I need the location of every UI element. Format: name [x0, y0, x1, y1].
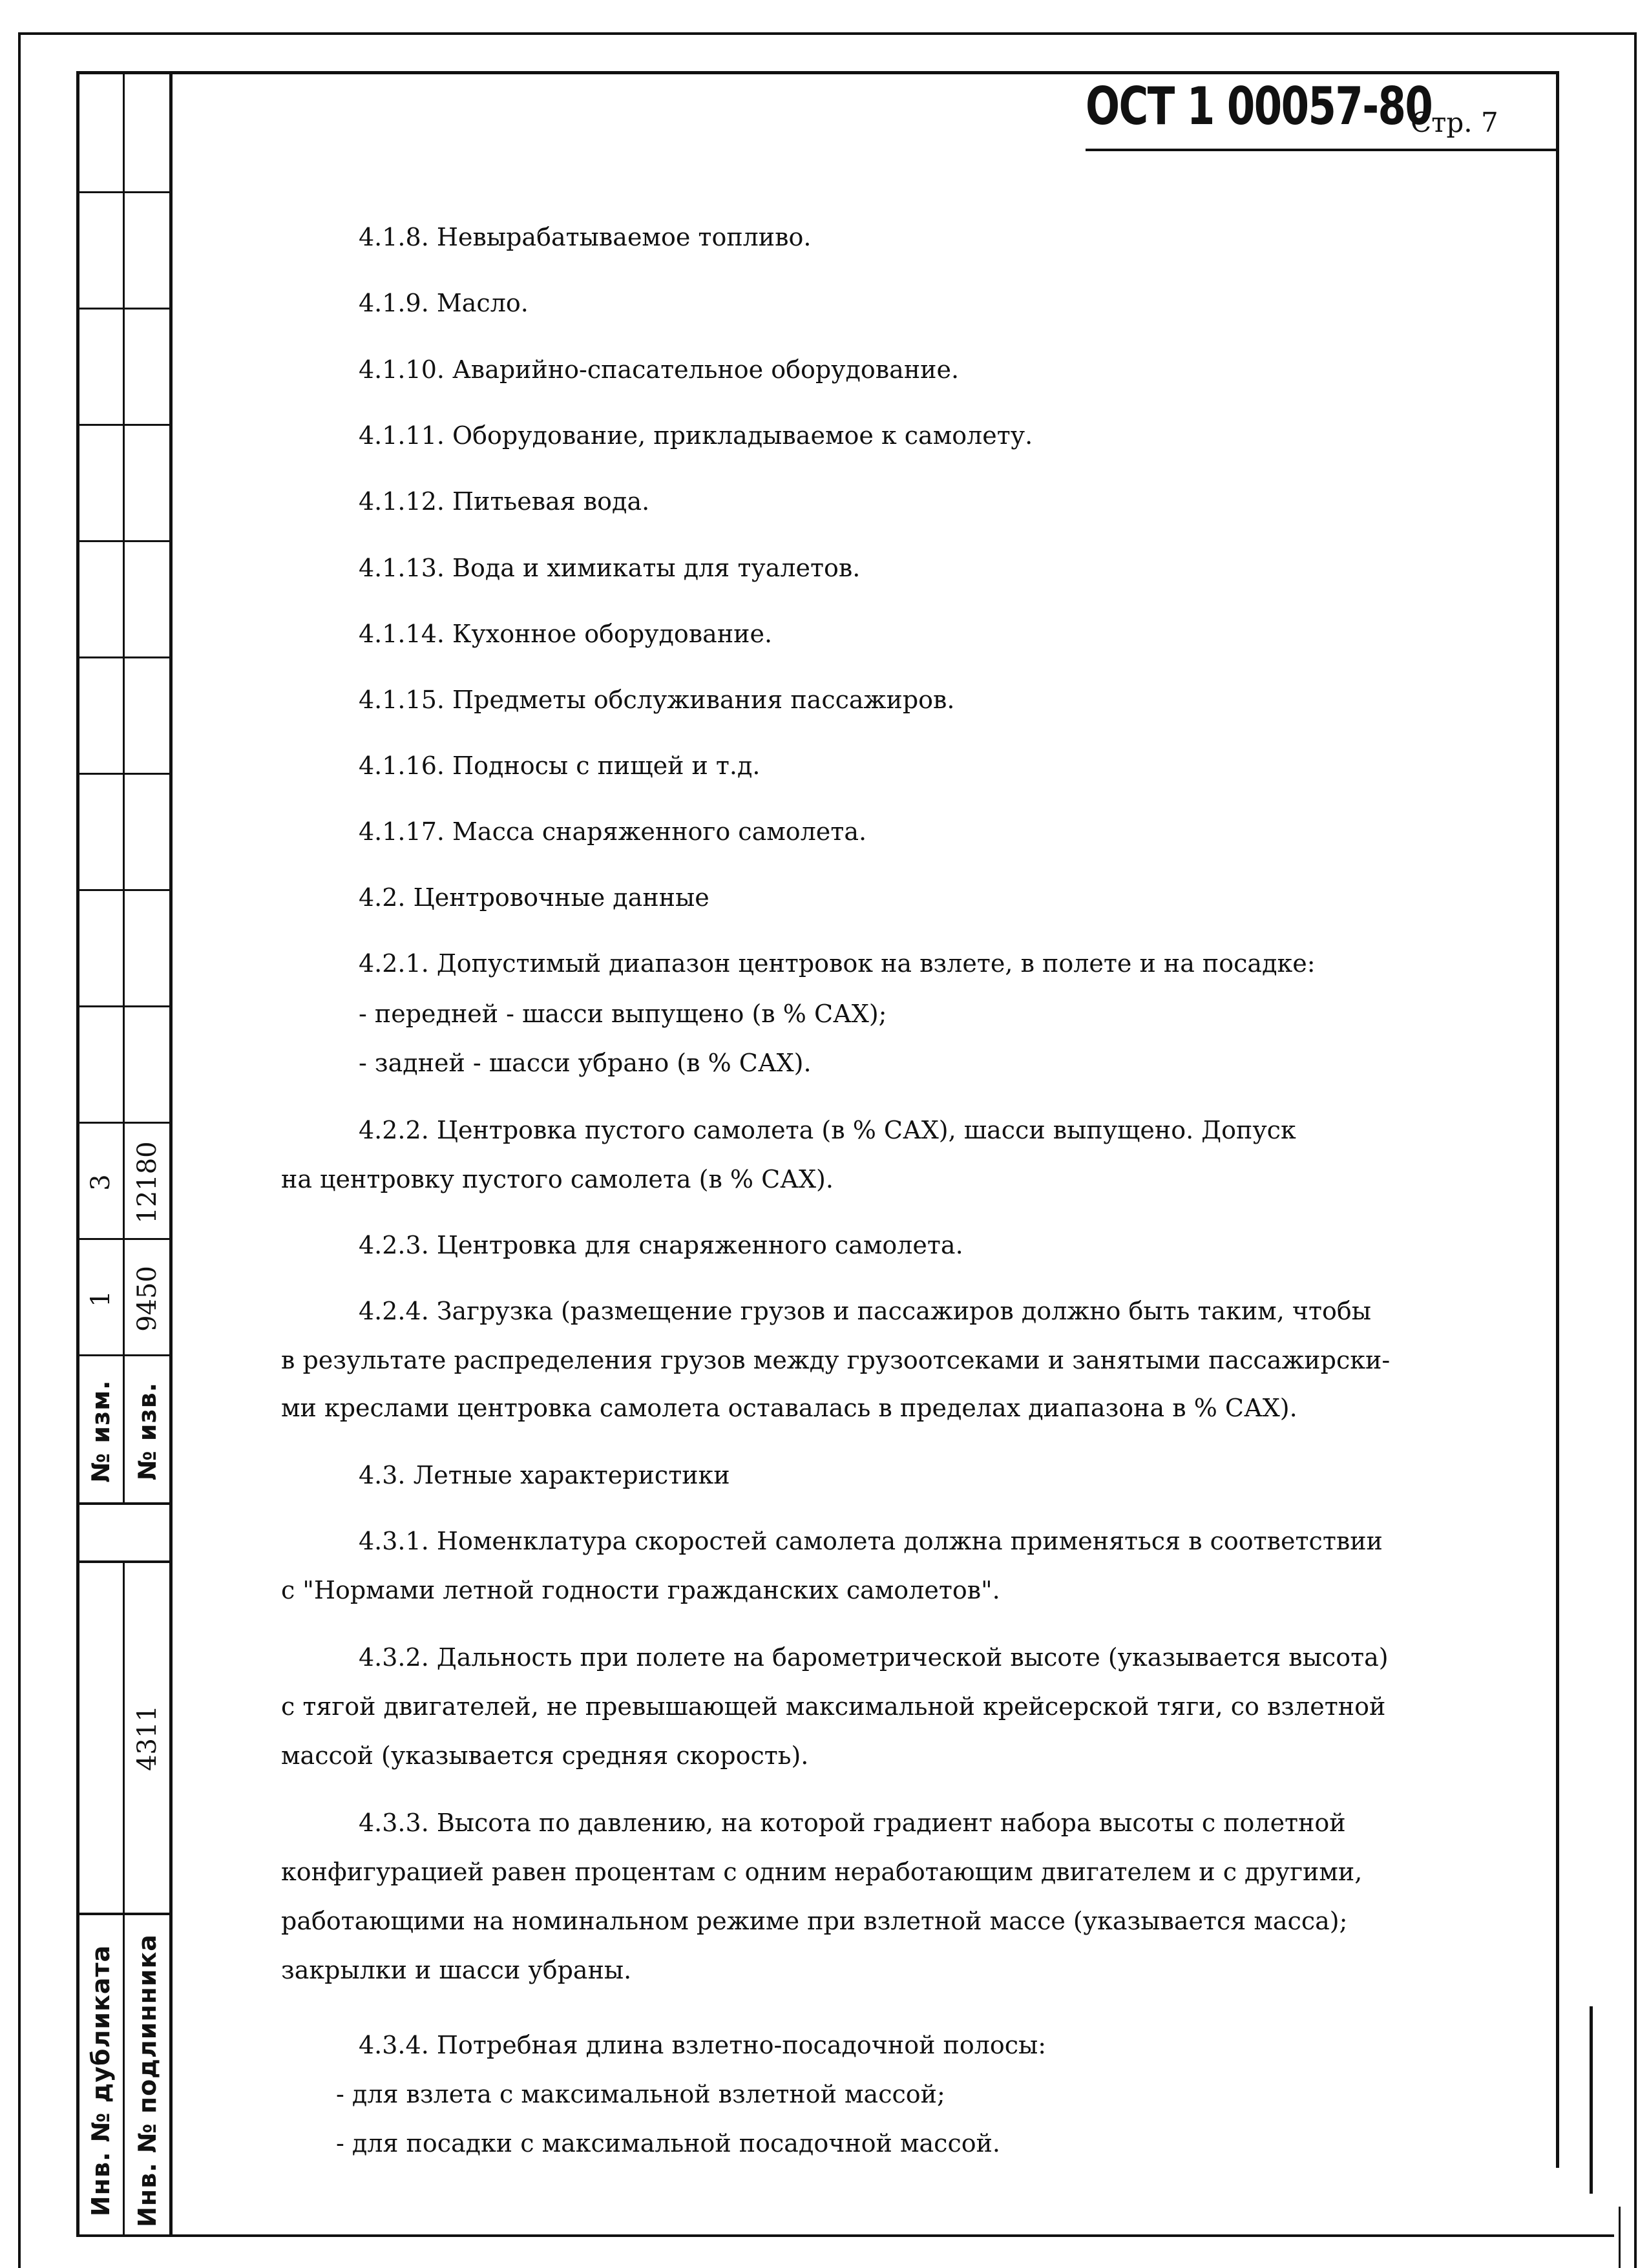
list-item: - для посадки с максимальной посадочной массой.: [336, 2129, 1001, 2158]
clause-4-1-13: 4.1.13. Вода и химикаты для туалетов.: [359, 554, 861, 582]
clause-4-1-17: 4.1.17. Масса снаряженного самолета.: [359, 817, 867, 846]
clause-4-3-2-cont: массой (указывается средняя скорость).: [281, 1741, 809, 1770]
change-number: 3: [86, 1174, 116, 1191]
clause-4-1-14: 4.1.14. Кухонное оборудование.: [359, 620, 773, 648]
doc-number: 9450: [132, 1266, 162, 1332]
clause-4-1-15: 4.1.15. Предметы обслуживания пассажиров.: [359, 686, 955, 714]
original-inventory-label: Инв. № подлинника: [133, 1934, 162, 2227]
clause-4-1-9: 4.1.9. Масло.: [359, 289, 529, 317]
clause-4-2-3: 4.2.3. Центровка для снаряженного самолета.: [359, 1231, 963, 1259]
clause-4-2-1: 4.2.1. Допустимый диапазон центровок на взлете, в полете и на посадке:: [359, 949, 1316, 978]
clause-4-1-11: 4.1.11. Оборудование, прикладываемое к самолету.: [359, 421, 1033, 450]
duplicate-inventory-label: Инв. № дубликата: [87, 1944, 115, 2217]
list-item: - передней - шасси выпущено (в % САХ);: [359, 1000, 887, 1028]
section-4-2-heading: 4.2. Центровочные данные: [359, 883, 709, 912]
clause-4-3-4: 4.3.4. Потребная длина взлетно-посадочной полосы:: [359, 2031, 1047, 2059]
list-item: - задней - шасси убрано (в % САХ).: [359, 1049, 812, 1077]
change-label: № изм.: [87, 1380, 115, 1483]
page-number: Стр. 7: [1411, 107, 1498, 138]
clause-4-2-4-cont: в результате распределения грузов между грузоотсеками и занятыми пассажирски-: [281, 1346, 1391, 1374]
clause-4-1-8: 4.1.8. Невырабатываемое топливо.: [359, 223, 812, 251]
document-code: ОСТ 1 00057-80: [1086, 76, 1433, 136]
clause-4-3-2: 4.3.2. Дальность при полете на барометрической высоте (указывается высота): [359, 1643, 1389, 1672]
clause-4-3-1: 4.3.1. Номенклатура скоростей самолета должна применяться в соответствии: [359, 1527, 1383, 1555]
clause-4-2-4-cont: ми креслами центровка самолета оставалась в пределах диапазона в % САХ).: [281, 1394, 1297, 1422]
clause-4-3-2-cont: с тягой двигателей, не превышающей максимальной крейсерской тяги, со взлетной: [281, 1692, 1386, 1721]
original-inventory-number: 4311: [132, 1705, 162, 1771]
clause-4-2-2: 4.2.2. Центровка пустого самолета (в % САХ), шасси выпущено. Допуск: [359, 1116, 1296, 1144]
clause-4-3-3-cont: закрылки и шасси убраны.: [281, 1956, 632, 1984]
clause-4-1-16: 4.1.16. Подносы с пищей и т.д.: [359, 751, 761, 780]
clause-4-3-1-cont: с "Нормами летной годности гражданских самолетов".: [281, 1576, 1000, 1604]
clause-4-2-4: 4.2.4. Загрузка (размещение грузов и пассажиров должно быть таким, чтобы: [359, 1297, 1372, 1325]
clause-4-1-12: 4.1.12. Питьевая вода.: [359, 487, 650, 516]
clause-4-3-3: 4.3.3. Высота по давлению, на которой градиент набора высоты с полетной: [359, 1809, 1346, 1837]
change-number: 1: [86, 1290, 116, 1307]
doc-number: 12180: [132, 1141, 162, 1224]
list-item: - для взлета с максимальной взлетной массой;: [336, 2080, 945, 2108]
clause-4-3-3-cont: работающими на номинальном режиме при взлетной массе (указывается масса);: [281, 1907, 1348, 1935]
clause-4-1-10: 4.1.10. Аварийно-спасательное оборудование.: [359, 355, 960, 384]
doc-number-label: № изв.: [133, 1381, 162, 1481]
clause-4-3-3-cont: конфигурацией равен процентам с одним неработающим двигателем и с другими,: [281, 1858, 1363, 1886]
clause-4-2-2-cont: на центровку пустого самолета (в % САХ).: [281, 1165, 834, 1193]
section-4-3-heading: 4.3. Летные характеристики: [359, 1461, 730, 1489]
